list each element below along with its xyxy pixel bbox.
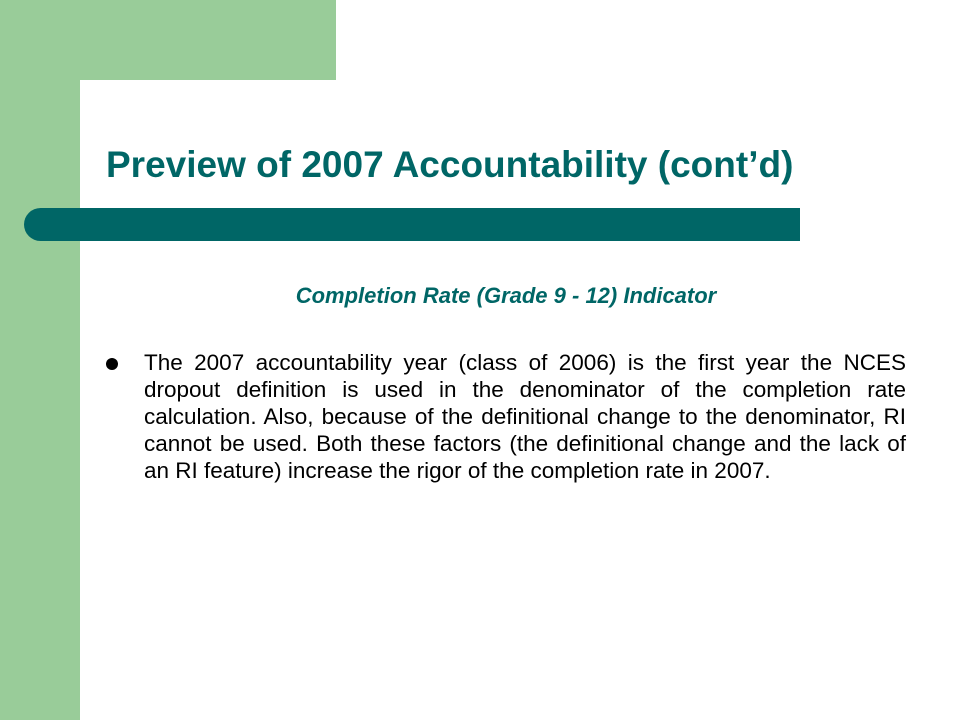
title-underline-bar (24, 208, 800, 241)
slide-title: Preview of 2007 Accountability (cont’d) (106, 144, 794, 185)
bullet-item (106, 349, 906, 484)
slide-subtitle: Completion Rate (Grade 9 - 12) Indicator (295, 283, 717, 308)
green-top-block (0, 0, 336, 80)
bullet-text: The 2007 accountability year (class of 2006) is the first year the NCES dropout definition is used in the denominator of the completion rate calculation. Also, because of the definitional change to the denominator, RI cannot be used. Both these factors (the definitional change and the lack of an RI feature) increase the rigor of the completion rate in 2007. (144, 350, 906, 483)
bullet-dot-icon (106, 358, 118, 370)
bullet-list (106, 349, 906, 484)
green-side-band (0, 0, 80, 720)
